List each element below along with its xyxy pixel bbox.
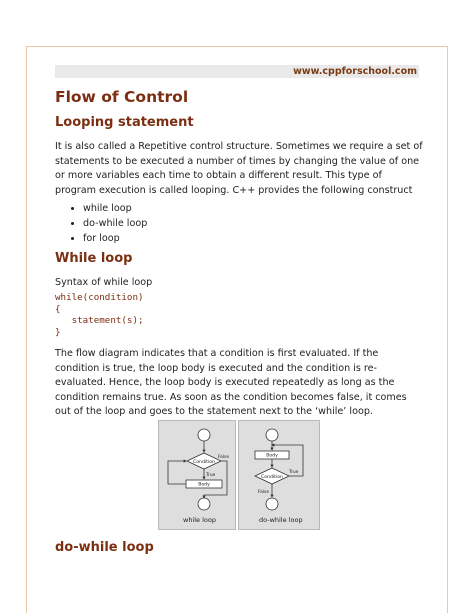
looping-paragraph: It is also called a Repetitive control structure. Sometimes we require a set of statements to be executed a number of times by changing the value of one or more variables each time to obtain a different result. This type of program execution is called looping. C++ provides the following construct xyxy=(55,141,423,196)
true-label: True xyxy=(289,470,299,475)
condition-label: Condition xyxy=(193,460,215,465)
code-line: while(condition) xyxy=(55,292,144,303)
false-label: False xyxy=(258,490,270,495)
list-item: • do-while loop xyxy=(83,216,147,231)
end-node xyxy=(198,498,210,510)
loop-back-arrow xyxy=(168,461,186,484)
start-node xyxy=(198,429,210,441)
body-label: Body xyxy=(266,453,278,459)
section-heading-while: While loop xyxy=(55,251,133,266)
while-loop-flowchart xyxy=(159,421,235,529)
while-loop-caption: while loop xyxy=(183,516,216,524)
loop-types-list xyxy=(55,201,147,246)
do-while-loop-diagram xyxy=(238,420,320,530)
code-line: { xyxy=(55,303,61,315)
site-url-header xyxy=(55,65,419,78)
list-item: • for loop xyxy=(83,231,147,246)
condition-label: Condition xyxy=(261,475,283,480)
site-url[interactable]: www.cppforschool.com xyxy=(293,66,417,77)
syntax-label: Syntax of while loop xyxy=(55,277,153,288)
do-while-loop-caption: do-while loop xyxy=(259,516,303,524)
do-while-loop-flowchart xyxy=(239,421,319,529)
page-title: Flow of Control xyxy=(55,88,189,106)
while-syntax-code xyxy=(55,292,144,338)
false-label: False xyxy=(218,455,230,460)
code-line: } xyxy=(55,326,61,338)
body-label: Body xyxy=(198,482,210,488)
start-node xyxy=(266,429,278,441)
section-heading-looping: Looping statement xyxy=(55,115,194,130)
list-item: • while loop xyxy=(83,201,147,216)
while-flow-paragraph: The flow diagram indicates that a condition is first evaluated. If the condition is true, the loop body is executed and the condition is re-evaluated. Hence, the loop body is executed repeatedly as long as the condition remains true. As soon as the condition becomes false, it comes out of the loop and goes to the statement next to the ‘while’ loop. xyxy=(55,348,407,417)
section-heading-do-while: do-while loop xyxy=(55,540,154,555)
while-loop-diagram xyxy=(158,420,236,530)
true-label: True xyxy=(206,473,216,478)
end-node xyxy=(266,498,278,510)
code-line: statement(s); xyxy=(55,315,144,326)
